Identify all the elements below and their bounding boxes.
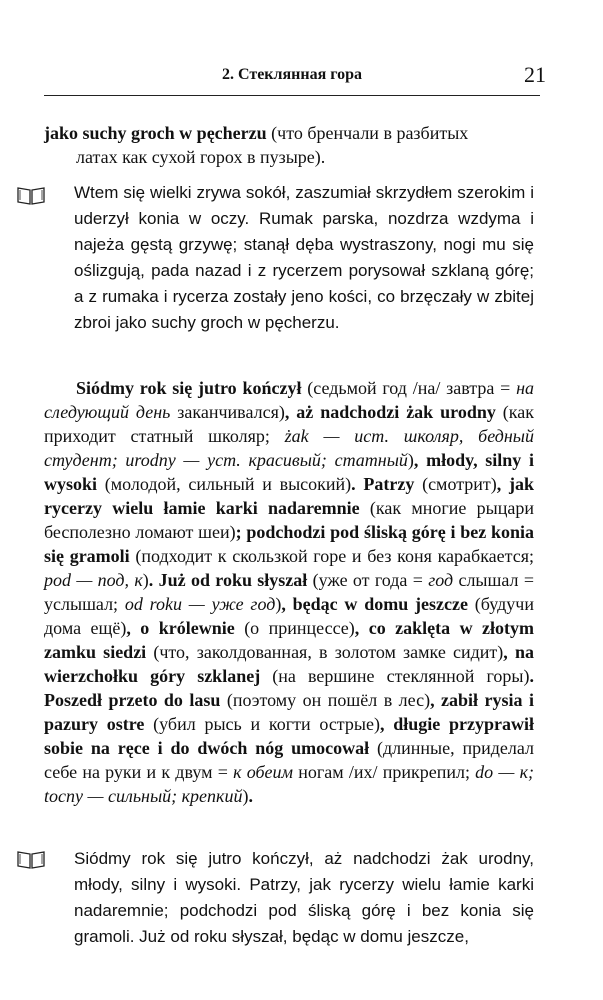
russian-gloss-continued: латах как сухой горох в пузыре). — [76, 147, 326, 167]
russian-gloss: (как многие рыцари бесполезно ломают шеи) — [44, 498, 535, 542]
polish-text-paragraph-1: Wtem się wielki zrywa sokół, zaszumiał skrzydłem szerokim i uderzył konia w oczy. Rumak parska, nozdrza wzdyma i najeża gęstą grzywę; stanął dęba wystraszony, nogi mu się oślizgują, pada nazad i z rycerzem porysował szklaną górę; a z rumaka i rycerza zostały jeno kości, co brzęczały w zbitej zbroi jako suchy groch w pęcherzu. — [74, 183, 534, 332]
open-book-icon — [16, 186, 46, 206]
polish-phrase: . Patrzy — [351, 474, 415, 494]
russian-gloss-italic: pod — под, к — [44, 570, 143, 590]
russian-gloss-italic: к обеим — [233, 762, 294, 782]
russian-gloss: (что бренчали в разбитых — [266, 123, 469, 143]
russian-gloss: слышал = услышал; — [44, 570, 534, 614]
russian-gloss: (смотрит) — [414, 474, 497, 494]
russian-gloss: (на вершине стеклянной горы) — [260, 666, 530, 686]
russian-gloss: ) — [242, 786, 249, 806]
polish-phrase: . Poszedł przeto do lasu — [44, 666, 535, 710]
russian-gloss-italic: год — [428, 570, 454, 590]
running-header — [44, 62, 546, 96]
polish-phrase: jako suchy groch w pęcherzu — [44, 123, 267, 143]
gloss-paragraph-2 — [44, 376, 534, 808]
polish-phrase: , będąc w domu jeszcze — [281, 594, 468, 614]
polish-phrase: Siódmy rok się jutro kończył — [76, 378, 302, 398]
russian-gloss: (убил рысь и когти острые) — [144, 714, 380, 734]
russian-gloss: (поэтому он пошёл в лес) — [220, 690, 431, 710]
header-rule — [44, 95, 540, 96]
russian-gloss: (длинные, приделал себе на руки и к двум = — [44, 738, 534, 782]
chapter-title: 2. Стеклянная гора — [221, 66, 362, 83]
russian-gloss: ногам /их/ прикрепил; — [293, 762, 476, 782]
polish-phrase: , długie przyprawił sobie na ręce i do dwóch nóg umocował — [44, 714, 534, 758]
russian-gloss-italic: do — к; tоспу — сильный; крепкий — [44, 762, 535, 806]
page-number: 21 — [524, 62, 546, 87]
polish-phrase: , co zaklęta w złotym zamku siedzi — [44, 618, 535, 662]
open-book-icon — [16, 850, 46, 870]
russian-gloss-italic: od roku — уже год — [124, 594, 276, 614]
polish-phrase: . — [248, 786, 253, 806]
polish-phrase: . Już od roku słyszał — [148, 570, 308, 590]
polish-text-paragraph-2: Siódmy rok się jutro kończył, aż nadchodzi żak urodny, młody, silny i wysoki. Patrzy, jak rycerzy wielu łamie karki nadaremnie; podchodzi pod śliską górę i bez konia się gramoli. Już od roku słyszał, będąc w domu jeszcze, — [74, 849, 534, 946]
russian-gloss: ) — [142, 570, 149, 590]
russian-gloss: (будучи дома ещё) — [44, 594, 534, 638]
polish-phrase: , jak rycerzy wielu łamie karki nadaremnie — [44, 474, 535, 518]
polish-phrase: , na wierzchołku góry szklanej — [44, 642, 534, 686]
russian-gloss: заканчивался) — [170, 402, 285, 422]
russian-gloss: (подходит к скользкой горе и без коня карабкается; — [129, 546, 534, 566]
russian-gloss: (что, заколдованная, в золотом замке сидит) — [146, 642, 504, 662]
gloss-paragraph-1 — [44, 121, 534, 169]
polish-phrase: , o królewnie — [126, 618, 235, 638]
polish-phrase: , młody, silny i wysoki — [44, 450, 534, 494]
russian-gloss-italic: żak — ист. школяр, бедный студент; urodny — уст. красивый; статный — [44, 426, 534, 470]
russian-gloss: (уже от года = — [307, 570, 429, 590]
russian-gloss: ) — [407, 450, 414, 470]
russian-gloss: (о принцессе) — [234, 618, 355, 638]
russian-gloss: (как приходит статный школяр; — [44, 402, 534, 446]
polish-phrase: , aż nadchodzi żak urodny — [284, 402, 496, 422]
russian-gloss: (молодой, сильный и высокий) — [97, 474, 352, 494]
polish-phrase: ; podchodzi pod śliską górę i bez konia się gramoli — [44, 522, 534, 566]
russian-gloss: ) — [275, 594, 282, 614]
polish-phrase: , zabił rysia i pazury ostre — [44, 690, 535, 734]
russian-gloss: (седьмой год /на/ завтра = — [301, 378, 517, 398]
russian-gloss-italic: на следующий день — [44, 378, 534, 422]
